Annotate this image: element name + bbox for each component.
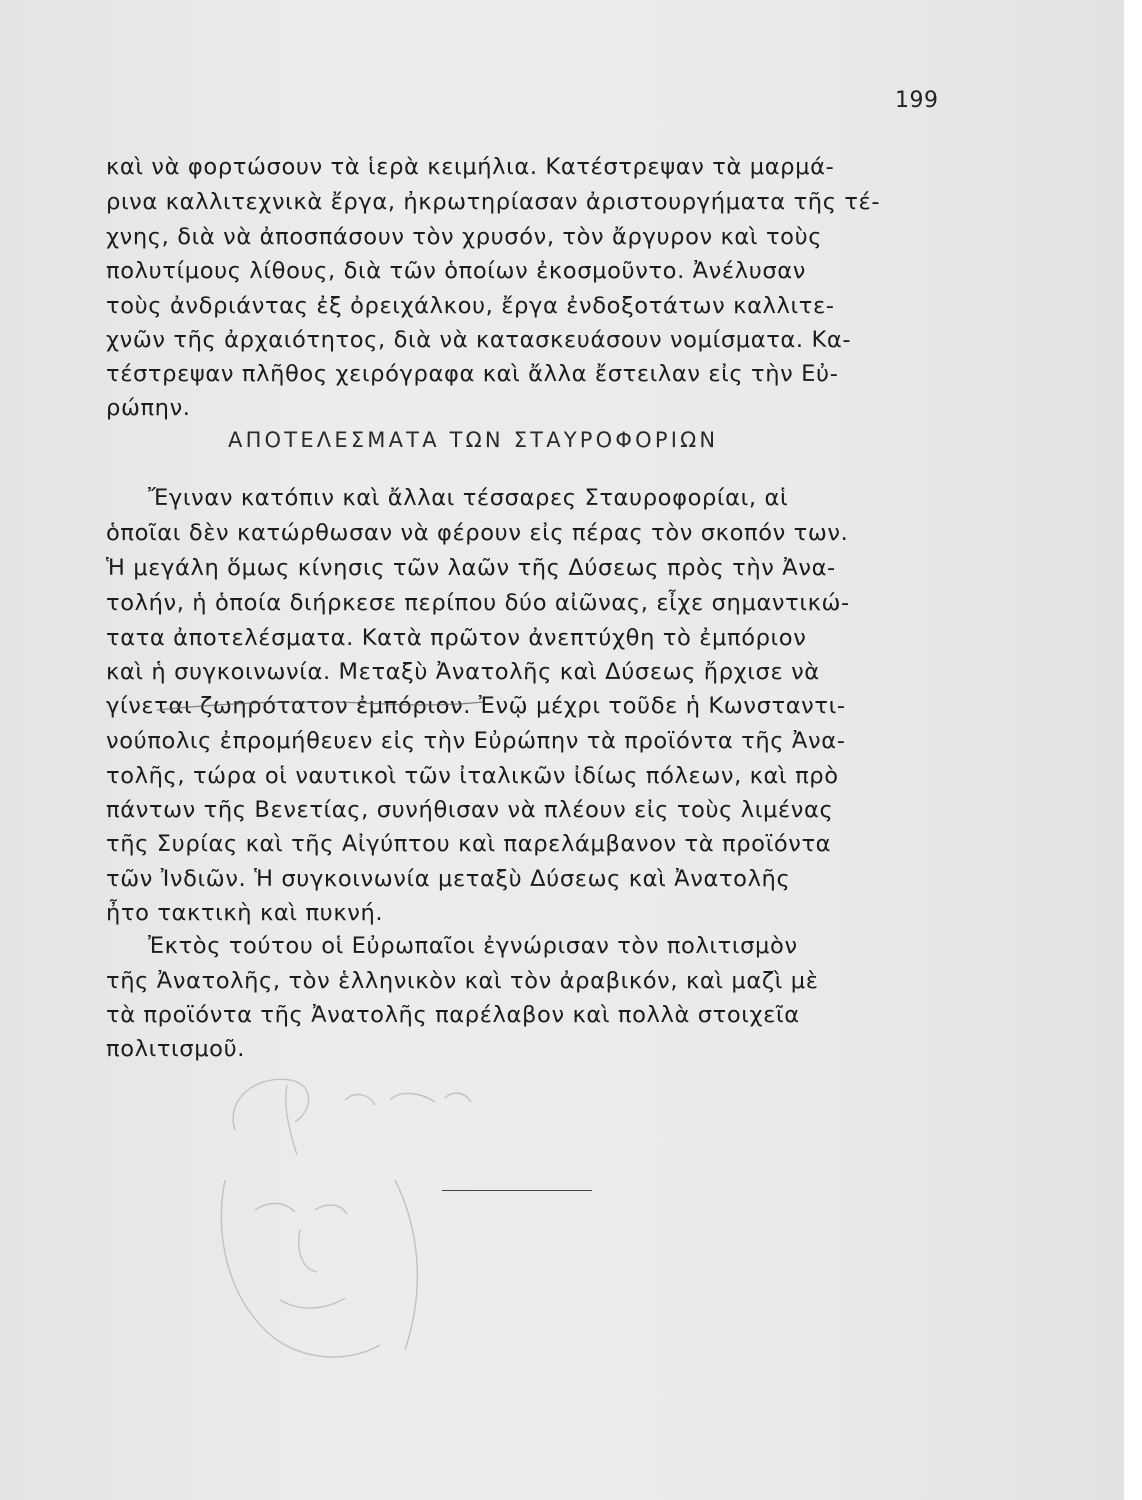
section-heading: ΑΠΟΤΕΛΕΣΜΑΤΑ ΤΩΝ ΣΤΑΥΡΟΦΟΡΙΩΝ <box>228 428 719 452</box>
end-rule <box>442 1190 592 1191</box>
text-line: καὶ νὰ φορτώσουν τὰ ἱερὰ κειμήλια. Κατέστρεψαν τὰ μαρμά- <box>106 154 835 180</box>
text-line: τῶν Ἰνδιῶν. Ἡ συγκοινωνία μεταξὺ Δύσεως καὶ Ἀνατολῆς <box>106 866 791 892</box>
text-line: γίνεται ζωηρότατον ἐμπόριον. Ἐνῷ μέχρι τοῦδε ἡ Κωνσταντι- <box>106 693 846 719</box>
text-line: τῆς Συρίας καὶ τῆς Αἰγύπτου καὶ παρελάμβανον τὰ προϊόντα <box>106 831 832 857</box>
text-line: πάντων τῆς Βενετίας, συνήθισαν νὰ πλέουν εἰς τοὺς λιμένας <box>106 797 834 823</box>
paragraph-first-line: Ἐκτὸς τούτου οἱ Εὐρωπαῖοι ἐγνώρισαν τὸν πολιτισμὸν <box>148 933 798 959</box>
pen-underline-stroke <box>155 696 485 716</box>
text-line: πολυτίμους λίθους, διὰ τῶν ὁποίων ἐκοσμοῦντο. Ἀνέλυσαν <box>106 258 806 284</box>
text-line: τολῆς, τώρα οἱ ναυτικοὶ τῶν ἰταλικῶν ἰδίως πόλεων, καὶ πρὸ <box>106 763 839 789</box>
paragraph-first-line: Ἔγιναν κατόπιν καὶ ἄλλαι τέσσαρες Σταυροφορίαι, αἱ <box>148 485 789 511</box>
text-line: ρώπην. <box>106 395 191 421</box>
text-line: πολιτισμοῦ. <box>106 1036 246 1062</box>
text-line: τέστρεψαν πλῆθος χειρόγραφα καὶ ἄλλα ἔστειλαν εἰς τὴν Εὐ- <box>106 361 839 387</box>
text-line: τολήν, ἡ ὁποία διήρκεσε περίπου δύο αἰῶνας, εἶχε σημαντικώ- <box>106 590 850 616</box>
text-line: ἦτο τακτικὴ καὶ πυκνή. <box>106 900 384 926</box>
text-line: τατα ἀποτελέσματα. Κατὰ πρῶτον ἀνεπτύχθη τὸ ἐμπόριον <box>106 625 807 651</box>
text-line: ὁποῖαι δὲν κατώρθωσαν νὰ φέρουν εἰς πέρας τὸν σκοπόν των. <box>106 520 849 546</box>
text-line: χνῶν τῆς ἀρχαιότητος, διὰ νὰ κατασκευάσουν νομίσματα. Κα- <box>106 327 852 353</box>
text-line: χνης, διὰ νὰ ἀποσπάσουν τὸν χρυσόν, τὸν ἄργυρον καὶ τοὺς <box>106 224 823 250</box>
text-line: τῆς Ἀνατολῆς, τὸν ἑλληνικὸν καὶ τὸν ἀραβικόν, καὶ μαζὶ μὲ <box>106 968 819 994</box>
page-edge <box>1124 0 1142 1500</box>
page-number: 199 <box>895 88 939 113</box>
faint-pencil-sketch <box>195 1060 495 1380</box>
text-line: τοὺς ἀνδριάντας ἐξ ὀρειχάλκου, ἔργα ἐνδοξοτάτων καλλιτε- <box>106 293 835 319</box>
text-line: καὶ ἡ συγκοινωνία. Μεταξὺ Ἀνατολῆς καὶ Δύσεως ἤρχισε νὰ <box>106 659 820 685</box>
text-line: τὰ προϊόντα τῆς Ἀνατολῆς παρέλαβον καὶ πολλὰ στοιχεῖα <box>106 1002 800 1028</box>
text-line: ρινα καλλιτεχνικὰ ἔργα, ἠκρωτηρίασαν ἀριστουργήματα τῆς τέ- <box>106 189 881 215</box>
text-line: νούπολις ἐπρομήθευεν εἰς τὴν Εὐρώπην τὰ προϊόντα τῆς Ἀνα- <box>106 728 846 754</box>
text-line: Ἡ μεγάλη ὅμως κίνησις τῶν λαῶν τῆς Δύσεως πρὸς τὴν Ἀνα- <box>106 555 836 581</box>
